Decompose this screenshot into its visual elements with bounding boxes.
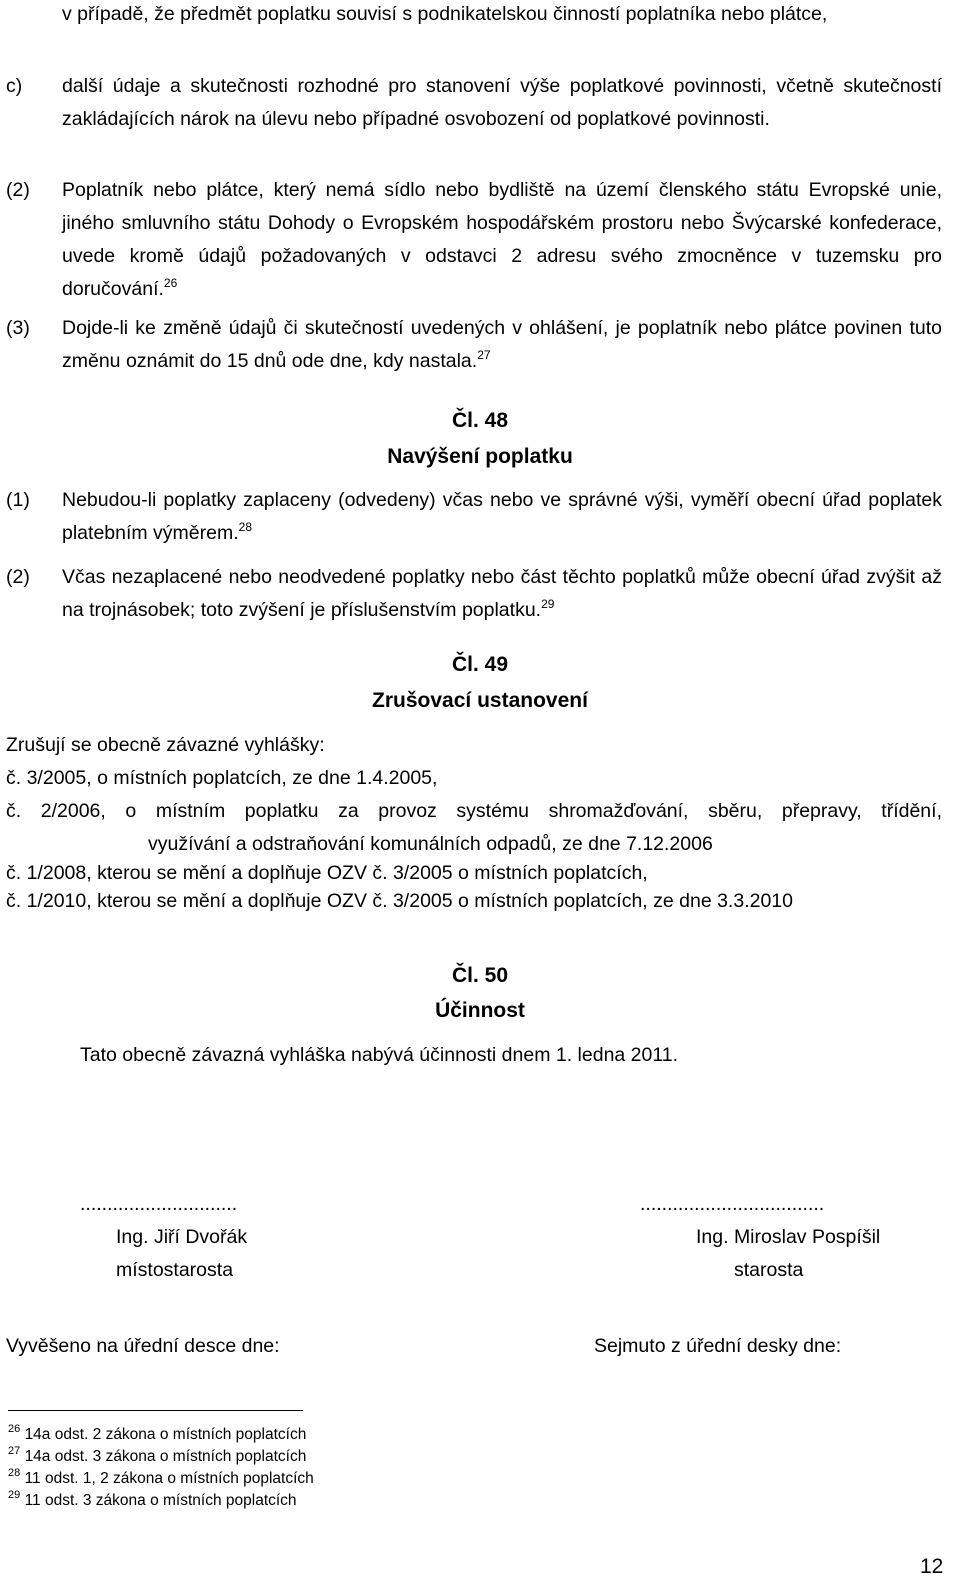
footnote-number: 28 — [8, 1467, 21, 1479]
footnote-text: 11 odst. 1, 2 zákona o místních poplatcích — [24, 1470, 314, 1487]
footnote-ref: 29 — [541, 597, 555, 611]
article-48-number: Čl. 48 — [451, 409, 509, 432]
paragraph-text: Včas nezaplacené nebo neodvedené poplatky nebo část těchto poplatků může obecní úřad zvýšit až na trojnásobek; toto zvýšení je příslušenstvím poplatku. — [62, 566, 942, 621]
paragraph-2 — [6, 174, 942, 306]
signatory-role-right: starosta — [734, 1259, 804, 1281]
repeal-item: č. 1/2008, kterou se mění a doplňuje OZV č. 3/2005 o místních poplatcích, — [6, 862, 648, 884]
article-50-title: Účinnost — [435, 999, 525, 1022]
footnote-ref: 26 — [163, 276, 178, 290]
signature-line-left: ............................. — [80, 1193, 238, 1215]
signatory-role-left: místostarosta — [116, 1259, 234, 1281]
footnote — [8, 1491, 297, 1511]
repeal-item-continuation: využívání a odstraňování komunálních odpadů, ze dne 7.12.2006 — [148, 833, 713, 855]
item-c-text: další údaje a skutečnosti rozhodné pro stanovení výše poplatkové povinnosti, včetně skutečností zakládajících nárok na úlevu nebo případné osvobození od poplatkové povinnosti. — [62, 75, 942, 130]
footnote-number: 27 — [8, 1445, 21, 1457]
footnote — [8, 1425, 306, 1445]
article-50-number: Čl. 50 — [451, 964, 509, 987]
signatory-name-right: Ing. Miroslav Pospíšil — [696, 1226, 881, 1248]
repeal-item: č. 1/2010, kterou se mění a doplňuje OZV č. 3/2005 o místních poplatcích, ze dne 3.3.2010 — [6, 890, 793, 912]
footnote-text: 14a odst. 2 zákona o místních poplatcích — [24, 1426, 307, 1443]
item-b-continuation: v případě, že předmět poplatku souvisí s podnikatelskou činností poplatníka nebo plátce, — [62, 3, 828, 25]
repeal-item: č. 3/2005, o místních poplatcích, ze dne 1.4.2005, — [6, 767, 438, 789]
footnote-text: 14a odst. 3 zákona o místních poplatcích — [24, 1448, 307, 1465]
footnote — [8, 1469, 314, 1489]
repeal-lead: Zrušují se obecně závazné vyhlášky: — [6, 734, 325, 756]
paragraph-number: (2) — [6, 179, 30, 201]
footnote-separator — [8, 1410, 303, 1411]
effectiveness-text: Tato obecně závazná vyhláška nabývá účinnosti dnem 1. ledna 2011. — [80, 1044, 679, 1066]
footnote-ref: 28 — [238, 520, 253, 534]
paragraph-number: (2) — [6, 566, 30, 588]
paragraph-number: (3) — [6, 317, 30, 339]
article-48-paragraph-1 — [6, 484, 942, 550]
removed-date-label: Sejmuto z úřední desky dne: — [594, 1335, 842, 1357]
footnote-number: 26 — [8, 1423, 21, 1435]
paragraph-number: (1) — [6, 489, 30, 511]
footnote-text: 11 odst. 3 zákona o místních poplatcích — [24, 1492, 297, 1509]
article-48-paragraph-2 — [6, 561, 942, 627]
item-c — [6, 70, 942, 136]
page-number: 12 — [920, 1555, 944, 1578]
article-49-number: Čl. 49 — [451, 653, 509, 676]
item-c-label: c) — [6, 75, 23, 97]
article-48-title: Navýšení poplatku — [387, 445, 573, 468]
posted-date-label: Vyvěšeno na úřední desce dne: — [6, 1335, 280, 1357]
paragraph-text: Poplatník nebo plátce, který nemá sídlo nebo bydliště na území členského státu Evropské unie, jiného smluvního státu Dohody o Evropském hospodářském prostoru nebo Švýcarské konfederace, uvede kromě údajů požadovaných v odstavci 2 adresu svého zmocněnce v tuzemsku pro doručování. — [62, 179, 942, 300]
footnote-number: 29 — [8, 1489, 21, 1501]
article-49-title: Zrušovací ustanovení — [372, 689, 588, 712]
repeal-item: č. 2/2006, o místním poplatku za provoz systému shromažďování, sběru, přepravy, třídění, — [6, 800, 942, 822]
signatory-name-left: Ing. Jiří Dvořák — [116, 1226, 248, 1248]
paragraph-text: Nebudou-li poplatky zaplaceny (odvedeny) včas nebo ve správné výši, vyměří obecní úřad poplatek platebním výměrem. — [62, 489, 942, 544]
paragraph-text: Dojde-li ke změně údajů či skutečností uvedených v ohlášení, je poplatník nebo plátce povinen tuto změnu oznámit do 15 dnů ode dne, kdy nastala. — [62, 317, 942, 372]
paragraph-3 — [6, 312, 942, 378]
footnote — [8, 1447, 306, 1467]
signature-line-right: .................................. — [640, 1193, 825, 1215]
footnote-ref: 27 — [477, 348, 491, 362]
